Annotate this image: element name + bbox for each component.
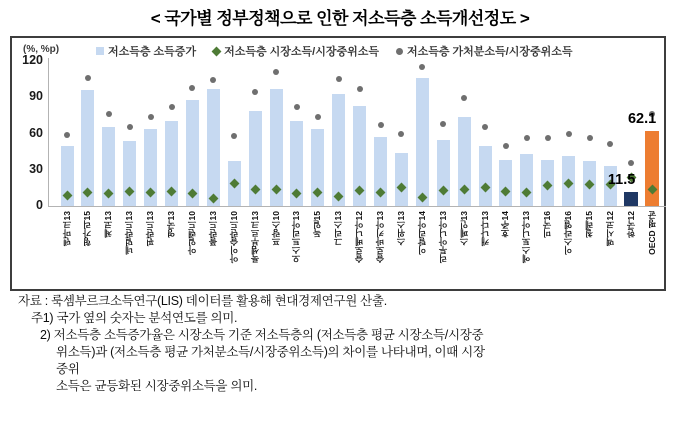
- dot-marker: [566, 131, 572, 137]
- bar: [416, 78, 429, 206]
- x-tick-label: 이탈리아14: [416, 211, 427, 255]
- dot-marker: [628, 160, 634, 166]
- bar: [332, 94, 345, 206]
- dot-marker: [461, 95, 467, 101]
- chart-legend: [96, 43, 572, 59]
- x-tick-label: 스위스13: [395, 211, 406, 246]
- x-tick-label: 리투아니아13: [437, 211, 448, 263]
- x-tick-label: 슬로바키아13: [375, 211, 385, 263]
- bar: [479, 146, 492, 206]
- legend-label: 저소득층 시장소득/시장중위소득: [224, 46, 379, 58]
- footnote-2-cont: 소득은 균등화된 시장중위소득을 의미.: [56, 379, 258, 393]
- legend-item-market-income: [213, 43, 379, 59]
- dot-marker: [294, 104, 300, 110]
- bar: [207, 89, 220, 206]
- legend-label: 저소득층 가처분소득/시장중위소득: [406, 46, 573, 58]
- x-tick-label: 오스트리아13: [291, 211, 302, 263]
- bar-value-label: 11.5: [607, 172, 636, 189]
- legend-item-disposable-income: [396, 43, 573, 59]
- x-tick-label: 아일랜드10: [186, 211, 197, 255]
- dot-marker: [607, 141, 613, 147]
- dot-marker: [189, 85, 195, 91]
- bar-legend-icon: [96, 47, 104, 55]
- dot-marker: [524, 135, 530, 141]
- footnote-1: 주1) 국가 옆의 숫자는 분석연도를 의미.: [31, 311, 238, 325]
- dot-marker: [419, 64, 425, 70]
- y-axis-unit-label: (%, %p): [23, 44, 60, 55]
- dot-marker: [106, 111, 112, 117]
- dot-marker: [587, 135, 593, 141]
- x-tick-label: 그리스13: [333, 211, 344, 246]
- x-tick-label: 한국12: [625, 211, 636, 238]
- dot-marker: [357, 86, 363, 92]
- x-tick-label: 아이슬란드10: [228, 211, 239, 263]
- x-tick-label: 덴마크13: [61, 211, 72, 246]
- dot-marker: [315, 114, 321, 120]
- diamond-legend-icon: [212, 46, 222, 56]
- dot-marker: [545, 135, 551, 141]
- legend-label: 저소득층 소득증가: [108, 46, 197, 58]
- x-tick-label: 체코13: [103, 211, 114, 238]
- legend-item-income-increase: [96, 43, 196, 59]
- x-axis-line: [48, 206, 666, 207]
- x-tick-label: 룩셈부르크13: [249, 211, 260, 263]
- x-tick-label: 미국16: [542, 211, 553, 238]
- footnote-2-cont: 중위: [56, 362, 80, 376]
- dot-marker: [85, 75, 91, 81]
- chart-frame: [10, 36, 666, 291]
- bar: [499, 160, 512, 206]
- bar: [395, 153, 408, 206]
- source-note: 자료 : 룩셈부르크소득연구(LIS) 데이터를 활용해 현대경제연구원 산출.: [18, 294, 387, 308]
- x-tick-label: 독일15: [312, 211, 323, 238]
- dot-marker: [148, 114, 154, 120]
- x-tick-label: 네덜란드13: [124, 211, 135, 255]
- x-tick-label: 폴란드13: [207, 211, 218, 246]
- page-title: < 국가별 정부정책으로 인한 저소득층 소득개선정도 >: [150, 9, 530, 28]
- dot-marker: [231, 133, 237, 139]
- bar: [437, 140, 450, 206]
- dot-marker: [169, 104, 175, 110]
- dot-marker: [503, 143, 509, 149]
- y-tick-label: 30: [29, 161, 43, 176]
- bar-value-label: 62.1: [627, 110, 657, 127]
- y-tick-label: 0: [36, 198, 43, 212]
- y-tick-label: 120: [22, 53, 43, 67]
- dot-marker: [127, 124, 133, 130]
- x-tick-label: 스페인13: [458, 211, 469, 246]
- x-tick-label: 캐나다13: [479, 211, 490, 246]
- x-tick-label: 프랑스10: [270, 211, 281, 246]
- y-axis-line: [48, 58, 49, 206]
- x-tick-label: 헝가리15: [82, 211, 93, 246]
- dot-marker: [482, 124, 488, 130]
- dot-marker: [64, 132, 70, 138]
- dot-legend-icon: [396, 48, 403, 55]
- footnote-2-cont: 위소득)과 (저소득층 평균 가처분소득/시장중위소득)의 차이를 나타내며, 이때 시장: [56, 345, 485, 359]
- footnotes: [18, 293, 485, 395]
- y-tick-label: 90: [29, 89, 43, 104]
- x-tick-label: 에스토니아13: [521, 211, 532, 263]
- dot-marker: [210, 77, 216, 83]
- y-tick-label: 60: [29, 125, 43, 140]
- dot-marker: [440, 121, 446, 127]
- x-tick-label: 멕시코12: [604, 211, 615, 246]
- x-tick-label: OECD 평균: [646, 211, 657, 255]
- x-tick-label: 호주14: [500, 211, 511, 238]
- x-tick-label: 이스라엘16: [563, 211, 574, 255]
- x-tick-label: 핀란드13: [145, 211, 156, 246]
- dot-marker: [273, 69, 279, 75]
- bar: [624, 192, 638, 206]
- bar: [520, 154, 533, 206]
- dot-marker: [398, 131, 404, 137]
- dot-marker: [378, 122, 384, 128]
- footnote-2: 2) 저소득층 소득증가율은 시장소득 기준 저소득층의 (저소득층 평균 시장소득/시장중: [40, 328, 484, 342]
- x-tick-label: 칠레15: [584, 211, 594, 238]
- dot-marker: [252, 89, 258, 95]
- dot-marker: [336, 76, 342, 82]
- x-tick-label: 영국13: [166, 211, 176, 238]
- x-tick-label: 슬로베니아12: [354, 211, 365, 263]
